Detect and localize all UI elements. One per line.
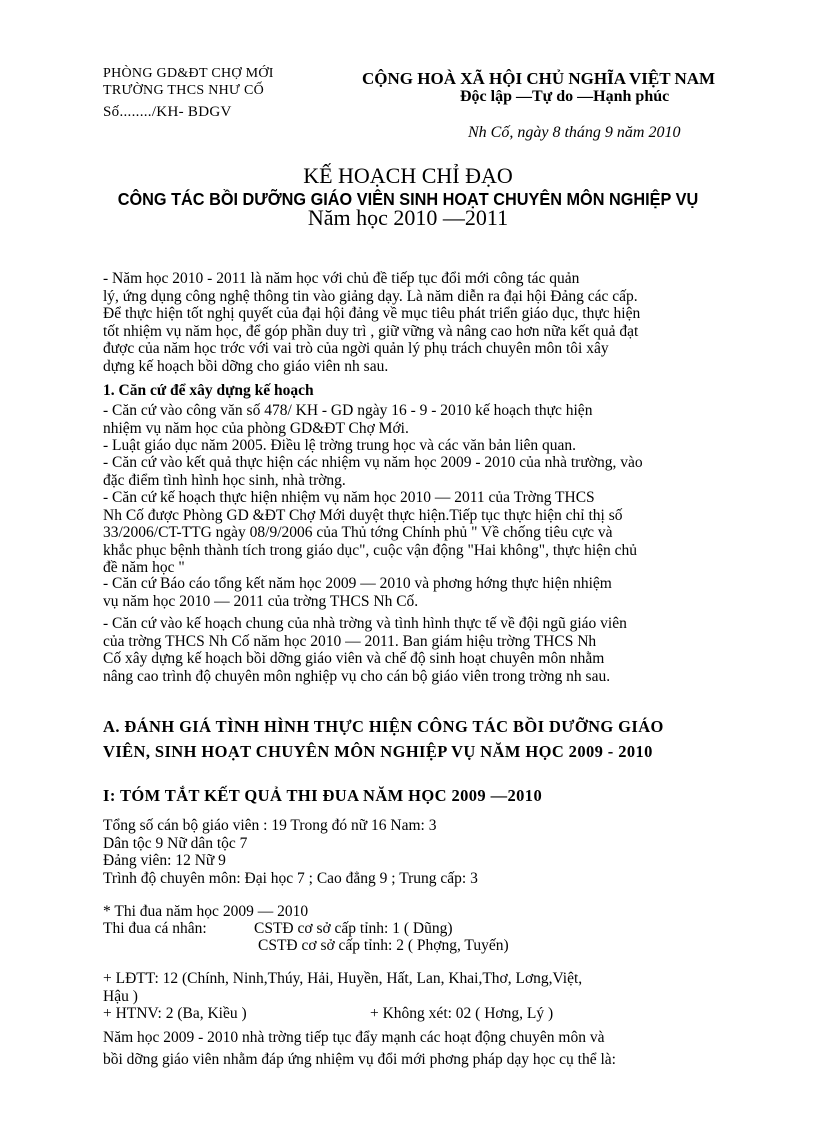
text-line: Dân tộc 9 Nữ dân tộc 7 (103, 834, 248, 852)
basis-item (103, 402, 767, 437)
text-line: - Căn cứ vào công văn số 478/ KH - GD ngày 16 - 9 - 2010 kế hoạch thực hiện (103, 402, 593, 419)
section-1-heading: 1. Căn cứ để xây dựng kế hoạch (103, 382, 314, 399)
text-line: - Căn cứ vào kết quả thực hiện các nhiệm vụ năm học 2009 - 2010 của nhà trường, vào (103, 454, 643, 471)
document-number: Số......../KH- BDGV (103, 104, 232, 120)
text-line: của trờng THCS Nh Cố năm học 2010 — 2011. Ban giám hiệu trờng THCS Nh (103, 632, 597, 650)
individual-emulation-label: Thi đua cá nhân: (103, 920, 207, 937)
text-line: Trình độ chuyên môn: Đại học 7 ; Cao đẳng 9 ; Trung cấp: 3 (103, 869, 478, 887)
text-line: tốt nhiệm vụ năm học, để góp phần duy trì , giữ vững và nâng cao hơn nữa kết quả đạt (103, 322, 639, 340)
text-line: - Năm học 2010 - 2011 là năm học với chủ đề tiếp tục đổi mới công tác quản (103, 270, 580, 287)
emulation-heading: * Thi đua năm học 2009 — 2010 (103, 903, 309, 920)
not-considered-line: + Không xét: 02 ( Hơng, Lý ) (370, 1005, 554, 1022)
closing-paragraph (103, 1027, 767, 1071)
text-line: đề năm học " (103, 559, 185, 577)
basis-item (103, 489, 767, 577)
basis-item (103, 575, 767, 610)
text-line: được của năm học trớc với vai trò của ngời quản lý phụ trách chuyên môn tôi xây (103, 340, 609, 358)
document-title: KẾ HOẠCH CHỈ ĐẠO (303, 163, 513, 188)
document-subtitle: CÔNG TÁC BỒI DƯỠNG GIÁO VIÊN SINH HOẠT CHUYÊN MÔN NGHIỆP VỤ (117, 189, 699, 209)
national-title: CỘNG HOÀ XÃ HỘI CHỦ NGHĨA VIỆT NAM (362, 69, 716, 88)
text-line: - Căn cứ vào kế hoạch chung của nhà trờng và tình hình thực tế về đội ngũ giáo viên (103, 615, 627, 632)
text-line: - Luật giáo dục năm 2005. Điều lệ trờng trung học và các văn bản liên quan. (103, 437, 577, 454)
basis-item (103, 615, 767, 685)
text-line: bồi dỡng giáo viên nhằm đáp ứng nhiệm vụ đổi mới phơng pháp dạy học cụ thể là: (103, 1051, 616, 1068)
text-line: lý, ứng dụng công nghệ thông tin vào giảng dạy. Là năm diễn ra đại hội Đảng các cấp. (103, 287, 638, 305)
text-line: - Căn cứ Báo cáo tổng kết năm học 2009 — 2010 và phơng hớng thực hiện nhiệm (103, 575, 612, 592)
ldtt-line (103, 970, 767, 1005)
text-line: nhiệm vụ năm học của phòng GD&ĐT Chợ Mới. (103, 419, 409, 437)
cstd-line-2: CSTĐ cơ sở cấp tỉnh: 2 ( Phợng, Tuyến) (258, 937, 509, 954)
text-line: Tổng số cán bộ giáo viên : 19 Trong đó nữ 16 Nam: 3 (103, 817, 437, 834)
text-line: 33/2006/CT-TTG ngày 08/9/2006 của Thủ tớng Chính phủ " Về chống tiêu cực và (103, 524, 613, 542)
text-line: nâng cao trình độ chuyên môn nghiệp vụ cho cán bộ giáo viên trong trờng nh sau. (103, 667, 611, 685)
department-name: PHÒNG GD&ĐT CHỢ MỚI (103, 66, 274, 81)
section-a-heading-cont: VIÊN, SINH HOẠT CHUYÊN MÔN NGHIỆP VỤ NĂM HỌC 2009 - 2010 (103, 742, 653, 761)
basis-item (103, 437, 767, 455)
cstd-line-1: CSTĐ cơ sở cấp tỉnh: 1 ( Dũng) (254, 920, 453, 937)
school-year: Năm học 2010 —2011 (307, 205, 509, 230)
text-line: Hậu ) (103, 987, 138, 1005)
text-line: dựng kế hoạch bồi dỡng cho giáo viên nh sau. (103, 357, 389, 375)
text-line: khắc phục bệnh thành tích trong giáo dục", cuộc vận động "Hai không", thực hiện chủ (103, 541, 638, 559)
htnv-line: + HTNV: 2 (Ba, Kiều ) (103, 1005, 247, 1022)
text-line: - Căn cứ kế hoạch thực hiện nhiệm vụ năm học 2010 — 2011 của Trờng THCS (103, 489, 595, 506)
text-line: Đảng viên: 12 Nữ 9 (103, 852, 226, 870)
school-name: TRƯỜNG THCS NHƯ CỐ (103, 83, 265, 98)
date-line: Nh Cố, ngày 8 tháng 9 năm 2010 (468, 124, 681, 141)
basis-item (103, 454, 767, 489)
text-line: + LĐTT: 12 (Chính, Ninh,Thúy, Hải, Huyền, Hất, Lan, Khai,Thơ, Lơng,Việt, (103, 970, 583, 987)
text-line: đặc điểm tình hình học sinh, nhà trờng. (103, 471, 346, 489)
text-line: Để thực hiện tốt nghị quyết của đại hội đảng về mục tiêu phát triển giáo dục, thực hiện (103, 305, 641, 323)
section-i-heading: I: TÓM TẮT KẾT QUẢ THI ĐUA NĂM HỌC 2009 —2010 (103, 786, 543, 805)
section-a-heading: A. ĐÁNH GIÁ TÌNH HÌNH THỰC HIỆN CÔNG TÁC BỒI DƯỠNG GIÁO (103, 717, 664, 736)
national-motto: Độc lập —Tự do —Hạnh phúc (460, 88, 670, 105)
intro-paragraph (103, 270, 767, 376)
text-line: Năm học 2009 - 2010 nhà trờng tiếp tục đẩy mạnh các hoạt động chuyên môn và (103, 1029, 605, 1046)
staff-stats (103, 817, 767, 887)
text-line: Cố xây dựng kế hoạch bồi dỡng giáo viên và chế độ sinh hoạt chuyên môn nhằm (103, 650, 605, 668)
text-line: vụ năm học 2010 — 2011 của trờng THCS Nh Cố. (103, 592, 419, 610)
text-line: Nh Cố được Phòng GD &ĐT Chợ Mới duyệt thực hiện.Tiếp tục thực hiện chỉ thị số (103, 506, 623, 524)
